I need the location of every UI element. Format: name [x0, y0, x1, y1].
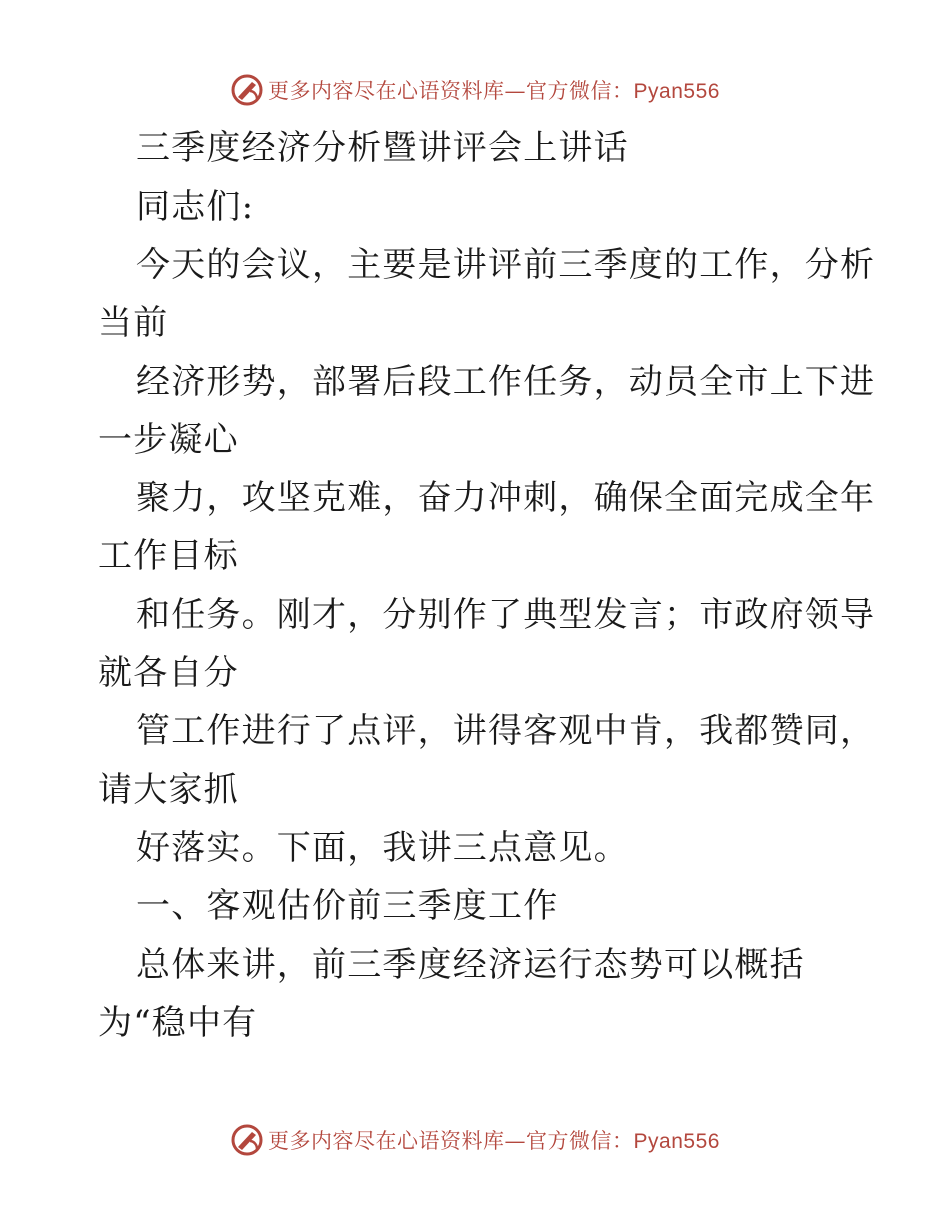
document-title: 三季度经济分析暨讲评会上讲话 — [136, 128, 629, 168]
paragraph-line: 工作目标 — [98, 536, 239, 576]
paragraph-line: 就各自分 — [98, 653, 239, 693]
paragraph-line: 好落实。下面，我讲三点意见。 — [136, 828, 629, 868]
paragraph-line: 请大家抓 — [98, 770, 239, 810]
paragraph-line: 当前 — [98, 303, 169, 343]
footer-banner-wechat-id: Pyan556 — [633, 1130, 720, 1153]
footer-banner — [0, 1120, 950, 1160]
header-banner — [0, 70, 950, 110]
paragraph-line: 管工作进行了点评，讲得客观中肯，我都赞同， — [136, 711, 876, 751]
library-logo-icon — [230, 1123, 264, 1157]
paragraph-line: 今天的会议，主要是讲评前三季度的工作，分析 — [136, 245, 876, 285]
paragraph-line: 总体来讲，前三季度经济运行态势可以概括 — [136, 945, 805, 985]
paragraph-line: 聚力，攻坚克难，奋力冲刺，确保全面完成全年 — [136, 478, 876, 518]
paragraph-line: 为“稳中有 — [98, 1003, 258, 1043]
paragraph-line: 一步凝心 — [98, 420, 239, 460]
library-logo-icon — [230, 73, 264, 107]
footer-banner-text — [268, 1125, 720, 1155]
footer-banner-cn: 更多内容尽在心语资料库—官方微信： — [268, 1129, 634, 1153]
salutation: 同志们: — [136, 187, 255, 227]
header-banner-wechat-id: Pyan556 — [633, 80, 720, 103]
paragraph-line: 和任务。刚才，分别作了典型发言；市政府领导 — [136, 595, 876, 635]
paragraph-line: 经济形势，部署后段工作任务，动员全市上下进 — [136, 362, 876, 402]
header-banner-text — [268, 75, 720, 105]
header-banner-cn: 更多内容尽在心语资料库—官方微信： — [268, 79, 634, 103]
section-heading: 一、客观估价前三季度工作 — [136, 886, 559, 926]
